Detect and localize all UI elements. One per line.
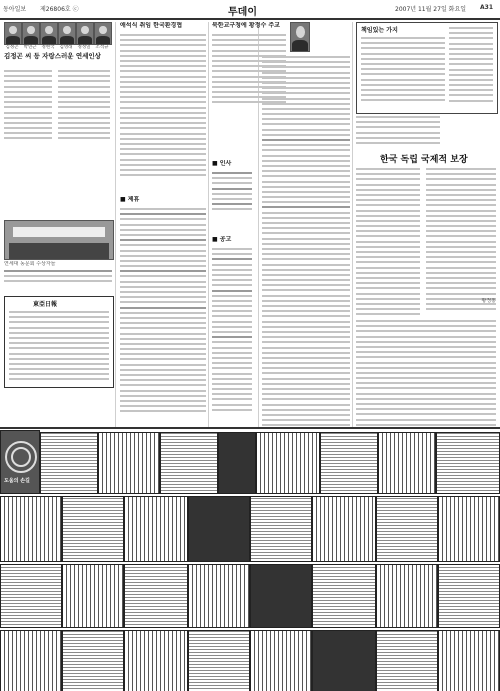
classified-ad[interactable] (376, 630, 438, 691)
article-byline: 황정홍 (481, 298, 496, 304)
section-heading: ■ 공고 (212, 236, 232, 243)
article-body-text (120, 34, 206, 194)
portrait-photo (4, 22, 22, 45)
section-title: 투데이 (228, 7, 257, 18)
portrait-photo (58, 22, 76, 45)
classified-ad[interactable] (0, 564, 62, 628)
classified-ad[interactable] (188, 630, 250, 691)
wave-logo-ad[interactable] (0, 430, 40, 494)
portrait-caption: 김정곤 (5, 45, 19, 50)
classified-ad[interactable] (62, 496, 124, 562)
portrait-photo (290, 22, 310, 52)
classified-ad[interactable] (98, 432, 160, 494)
article-body-text (426, 168, 496, 318)
classified-ad[interactable] (438, 564, 500, 628)
page-header (0, 0, 500, 20)
classified-ad[interactable] (218, 432, 256, 494)
section-heading: ■ 제휴 (120, 196, 140, 203)
classified-ads-area (0, 430, 500, 691)
classified-ad[interactable] (256, 432, 320, 494)
classified-ad[interactable] (376, 564, 438, 628)
issue-date: 2007년 11월 27일 화요일 (395, 6, 467, 13)
portrait-photo (40, 22, 58, 45)
portrait-photo (76, 22, 94, 45)
classified-ad[interactable] (438, 630, 500, 691)
classified-ad[interactable] (312, 630, 376, 691)
classified-ad[interactable] (436, 432, 500, 494)
classified-ad[interactable] (312, 564, 376, 628)
article-headline: 북한교구청에 황정수 주교 (212, 22, 280, 29)
classified-ad[interactable] (124, 496, 188, 562)
paper-name: 동아일보 (3, 6, 27, 13)
article-headline: 김정곤 씨 등 자랑스러운 연세인상 (4, 52, 101, 60)
section-heading: ■ 인사 (212, 160, 232, 167)
portrait-caption: 김영래 (59, 45, 73, 50)
article-headline: 애석식 취임 한국환경협 (120, 22, 183, 29)
classified-ad[interactable] (62, 564, 124, 628)
classified-ad[interactable] (312, 496, 376, 562)
classified-ad[interactable] (250, 564, 312, 628)
classified-ad[interactable] (160, 432, 218, 494)
classified-ad[interactable] (320, 432, 378, 494)
classified-ad[interactable] (250, 630, 312, 691)
classified-ad[interactable] (124, 564, 188, 628)
classified-ad[interactable] (188, 564, 250, 628)
classified-ad[interactable] (438, 496, 500, 562)
classified-ad[interactable] (0, 496, 62, 562)
classified-ad[interactable] (250, 496, 312, 562)
classified-ad[interactable] (188, 496, 250, 562)
article-body-text (212, 248, 252, 428)
page-number: A31 (480, 4, 493, 11)
wave-ad-label: 도움의 손길 (4, 478, 30, 484)
classified-ad[interactable] (376, 496, 438, 562)
ads-separator (0, 427, 500, 429)
column-rule (115, 22, 116, 428)
portrait-caption: 정현국 (41, 45, 55, 50)
column-rule (208, 22, 209, 428)
portrait-photo (94, 22, 112, 45)
article-body-text (356, 116, 440, 152)
photo-caption: 연세대 동문회 수상자들 (4, 261, 56, 267)
caption-text (4, 270, 112, 290)
portrait-caption: 조석규 (95, 45, 109, 50)
article-body-text (356, 168, 420, 318)
article-body-text (262, 56, 350, 428)
classified-ad[interactable] (0, 630, 62, 691)
portrait-caption: 박연근 (23, 45, 37, 50)
classified-ad[interactable] (124, 630, 188, 691)
group-photo (4, 220, 114, 260)
paper-info-box (4, 296, 114, 388)
article-body-text (356, 320, 496, 428)
classified-ad[interactable] (40, 432, 98, 494)
portrait-caption: 정성일 (77, 45, 91, 50)
classified-ad[interactable] (62, 630, 124, 691)
article-body-text (212, 172, 252, 232)
article-body-text (120, 208, 206, 428)
portrait-photo (22, 22, 40, 45)
column-rule (352, 22, 353, 428)
column-headline: 한국 독립 국제적 보장 (380, 155, 468, 165)
boxed-column (356, 22, 498, 114)
issue-number: 제26806호 ⓒ (40, 6, 79, 13)
article-body-text (58, 70, 110, 220)
article-body-text (4, 70, 52, 220)
box-title: 책임있는 가지 (361, 27, 398, 34)
classified-ad[interactable] (378, 432, 436, 494)
paper-box-title: 東亞日報 (33, 301, 58, 308)
